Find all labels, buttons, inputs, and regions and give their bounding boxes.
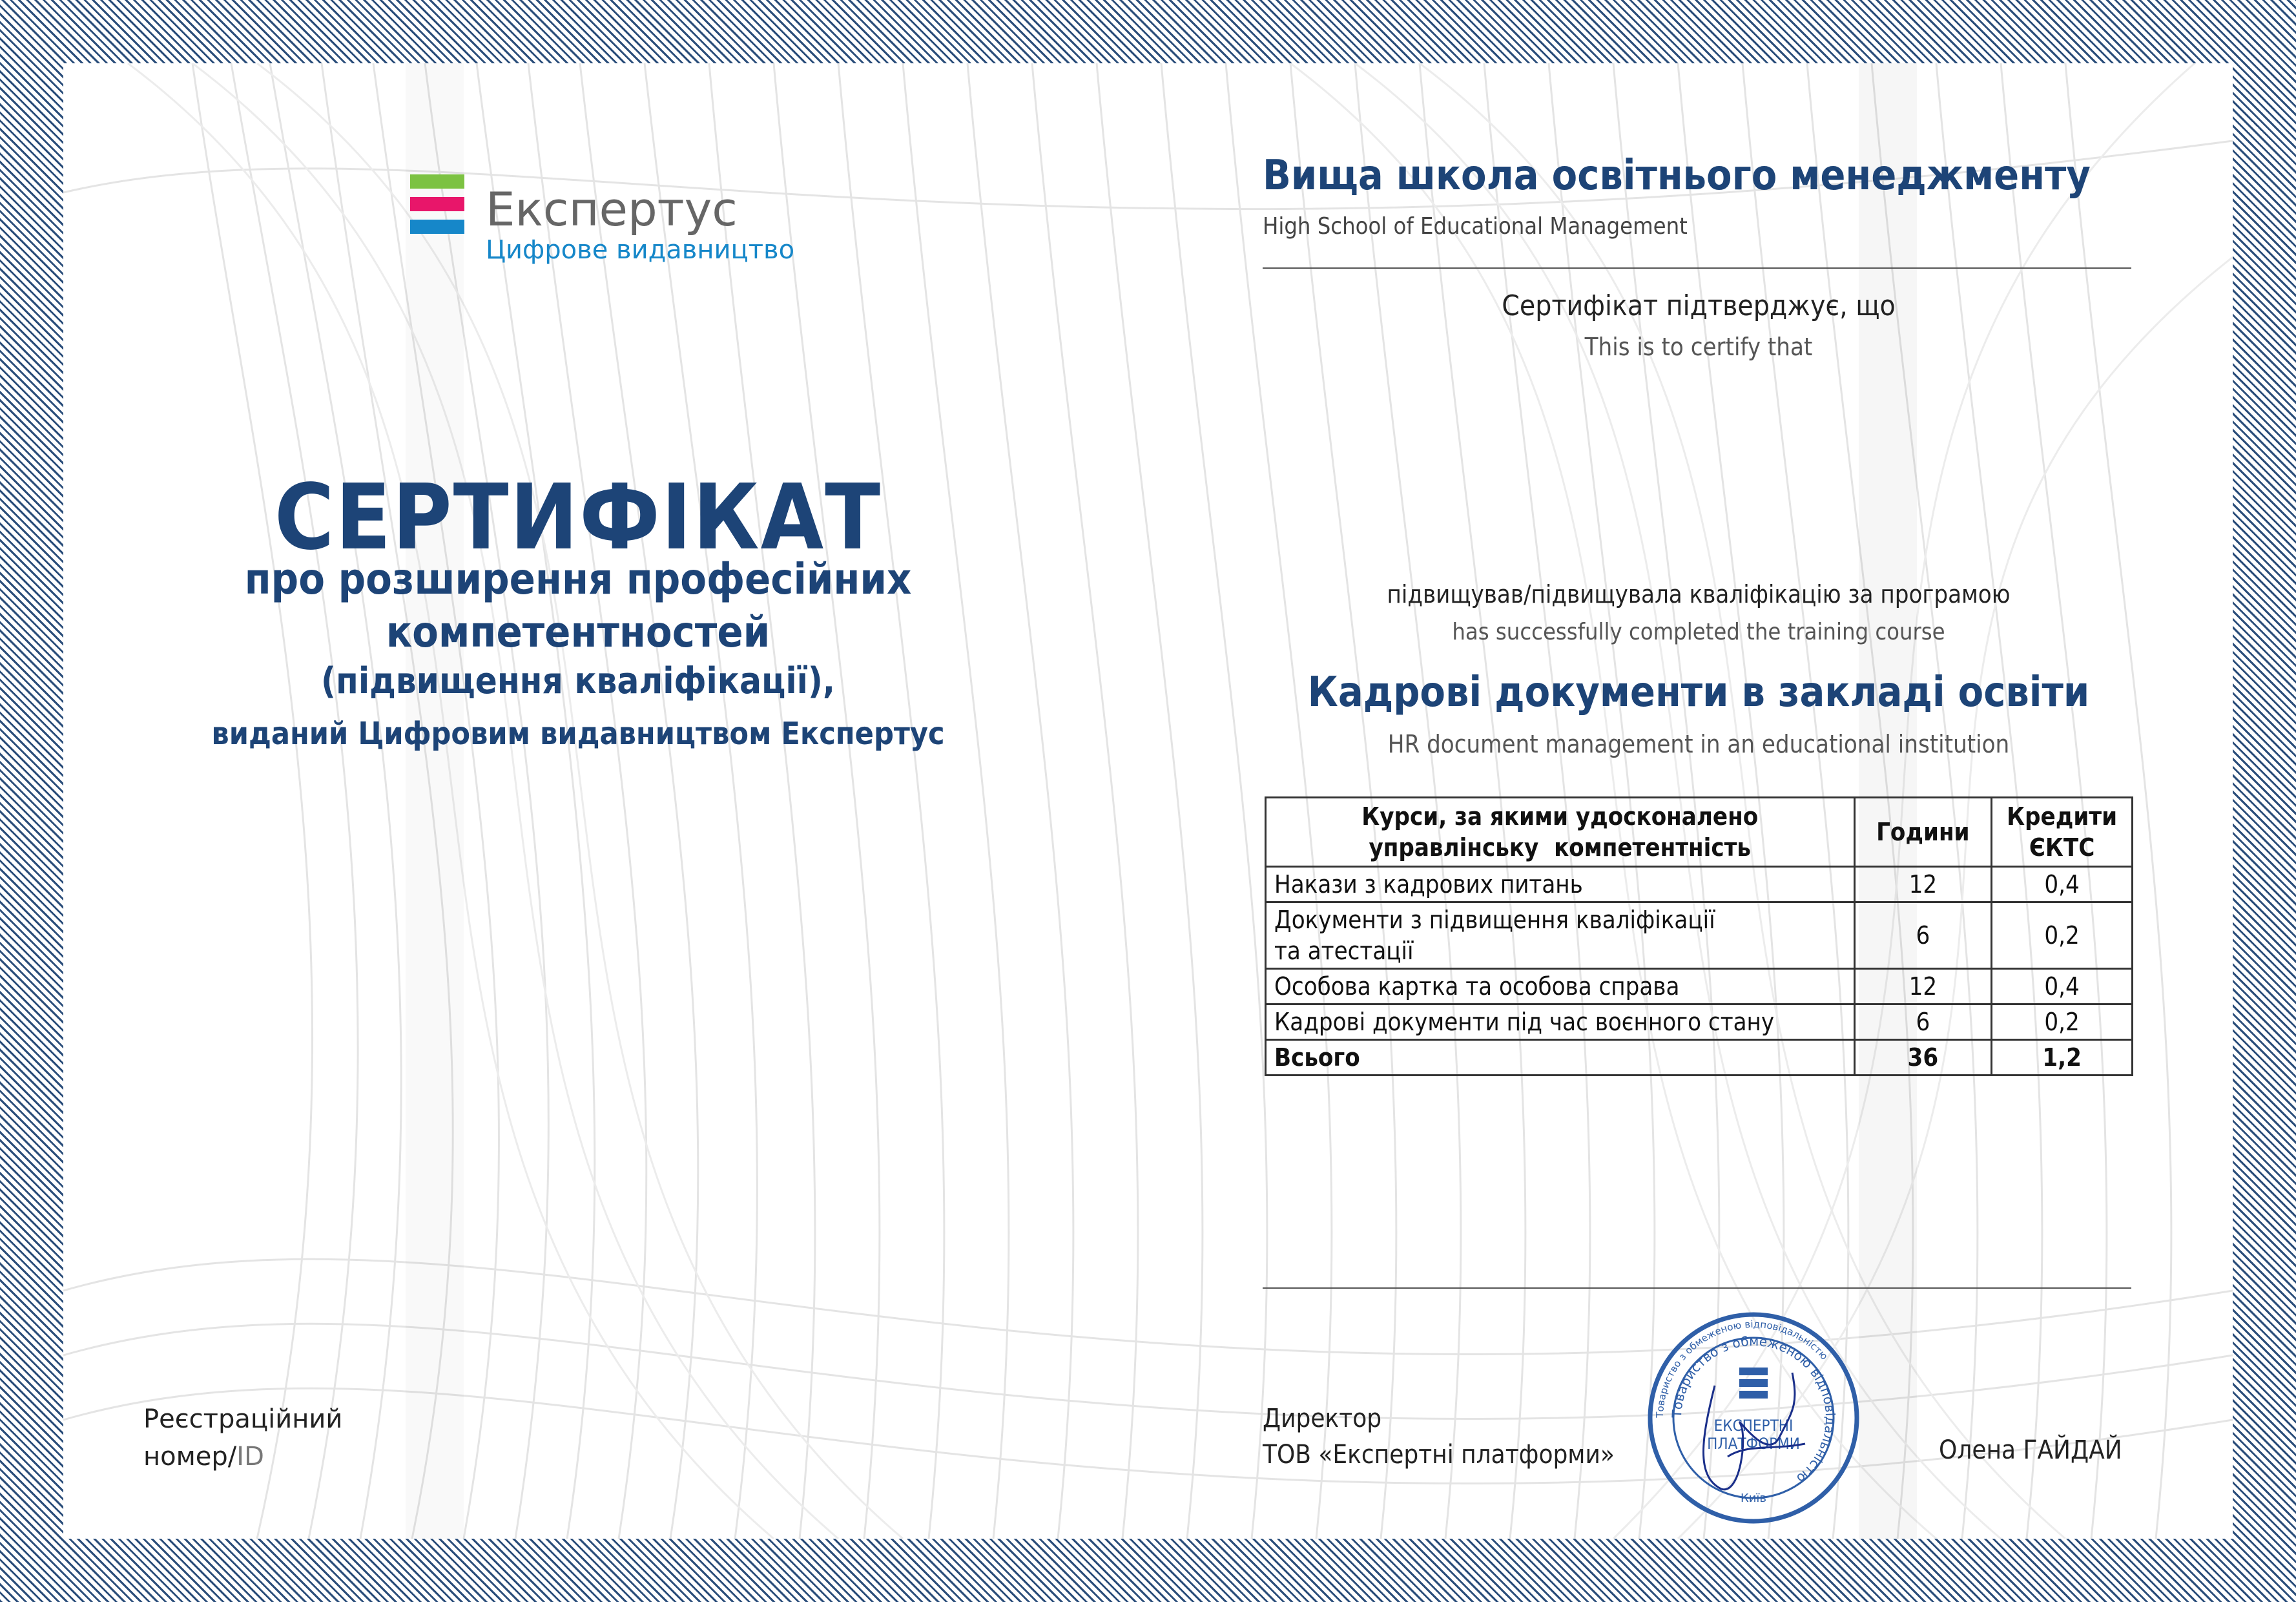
header-hours: Години bbox=[1854, 798, 1992, 867]
course-name bbox=[1266, 969, 1855, 1004]
svg-text:ЕКСПЕРТНІ: ЕКСПЕРТНІ bbox=[1713, 1417, 1794, 1435]
course-credits: 0,4 bbox=[1992, 867, 2133, 902]
logo-name: Експертус bbox=[486, 182, 738, 236]
total-label: Всього bbox=[1266, 1040, 1855, 1076]
course-title: Кадрові документи в закладі освіти bbox=[1307, 669, 2090, 716]
svg-text:ПЛАТФОРМИ: ПЛАТФОРМИ bbox=[1707, 1435, 1800, 1453]
registration-id: ID bbox=[236, 1442, 264, 1472]
course-title-en: HR document management in an educational institution bbox=[1387, 730, 2010, 758]
registration-number bbox=[143, 1400, 342, 1475]
total-credits: 1,2 bbox=[1992, 1040, 2133, 1076]
completed-text-en: has successfully completed the training course bbox=[1452, 619, 1945, 645]
logo-bar-pink bbox=[410, 197, 464, 211]
course-credits: 0,2 bbox=[1992, 902, 2133, 969]
course-credits: 0,2 bbox=[1992, 1004, 2133, 1040]
school-name: Вища школа освітнього менеджменту bbox=[1263, 152, 2091, 200]
course-name-text-2: та атестації bbox=[1274, 937, 1414, 965]
certificate-subtitle-line2: компетентностей bbox=[386, 607, 771, 657]
header-course bbox=[1266, 798, 1855, 867]
course-hours: 12 bbox=[1854, 969, 1992, 1004]
course-name-text: Кадрові документи під час воєнного стану bbox=[1274, 1008, 1775, 1036]
course-hours: 6 bbox=[1854, 902, 1992, 969]
svg-text:Київ: Київ bbox=[1740, 1492, 1767, 1505]
certificate-subtitle-line3: (підвищення кваліфікації), bbox=[320, 660, 836, 702]
certificate-title: СЕРТИФІКАТ bbox=[274, 465, 882, 570]
course-name-text: Накази з кадрових питань bbox=[1274, 870, 1583, 899]
svg-text:Товариство з обмеженою відпові: Товариство з обмеженою відповідальністю bbox=[1653, 1318, 1830, 1419]
logo-subtitle: Цифрове видавництво bbox=[486, 235, 795, 265]
table-row bbox=[1266, 1004, 2133, 1040]
signatory-block bbox=[1263, 1400, 1615, 1473]
total-hours: 36 bbox=[1854, 1040, 1992, 1076]
course-name bbox=[1266, 1004, 1855, 1040]
table-row bbox=[1266, 902, 2133, 969]
table-row bbox=[1266, 867, 2133, 902]
signatory-position: Директор bbox=[1263, 1404, 1382, 1433]
course-name bbox=[1266, 902, 1855, 969]
stamp-icon bbox=[1644, 1308, 1863, 1528]
divider-top bbox=[1263, 267, 2131, 269]
completed-text: підвищував/підвищувала кваліфікацію за програмою bbox=[1387, 580, 2011, 609]
registration-label-row bbox=[143, 1438, 342, 1475]
header-credits-line2: ЄКТС bbox=[2029, 833, 2095, 862]
certificate-issuer: виданий Цифровим видавництвом Експертус bbox=[211, 716, 945, 752]
signatory-name: Олена ГАЙДАЙ bbox=[1939, 1435, 2122, 1465]
course-name bbox=[1266, 867, 1855, 902]
table-row bbox=[1266, 969, 2133, 1004]
registration-label-1: Реєстраційний bbox=[143, 1404, 343, 1434]
course-name-text: Документи з підвищення кваліфікації bbox=[1274, 906, 1715, 934]
logo-bar-blue bbox=[410, 220, 464, 234]
svg-text:Товариство з обмеженою відпові: Товариство з обмеженою відповідальністю bbox=[1668, 1333, 1839, 1487]
header-credits-line1: Кредити bbox=[2007, 802, 2118, 831]
school-name-en: High School of Educational Management bbox=[1263, 213, 1688, 240]
certify-text-en: This is to certify that bbox=[1584, 333, 1813, 361]
registration-label-2: номер/ bbox=[143, 1442, 237, 1472]
table-total-row bbox=[1266, 1040, 2133, 1076]
certify-text: Сертифікат підтверджує, що bbox=[1502, 289, 1896, 322]
courses-table bbox=[1265, 796, 2133, 1076]
course-name-text: Особова картка та особова справа bbox=[1274, 972, 1680, 1001]
course-hours: 12 bbox=[1854, 867, 1992, 902]
header-credits bbox=[1992, 798, 2133, 867]
signatory-organization: ТОВ «Експертні платформи» bbox=[1263, 1440, 1615, 1470]
logo-bar-green bbox=[410, 174, 464, 189]
header-course-line1: Курси, за якими удосконалено bbox=[1361, 802, 1759, 831]
divider-bottom bbox=[1263, 1287, 2131, 1289]
certificate-subtitle-line1: про розширення професійних bbox=[244, 554, 912, 604]
table-header-row bbox=[1266, 798, 2133, 867]
course-credits: 0,4 bbox=[1992, 969, 2133, 1004]
course-hours: 6 bbox=[1854, 1004, 1992, 1040]
header-course-line2: управлінську компетентність bbox=[1369, 833, 1752, 862]
